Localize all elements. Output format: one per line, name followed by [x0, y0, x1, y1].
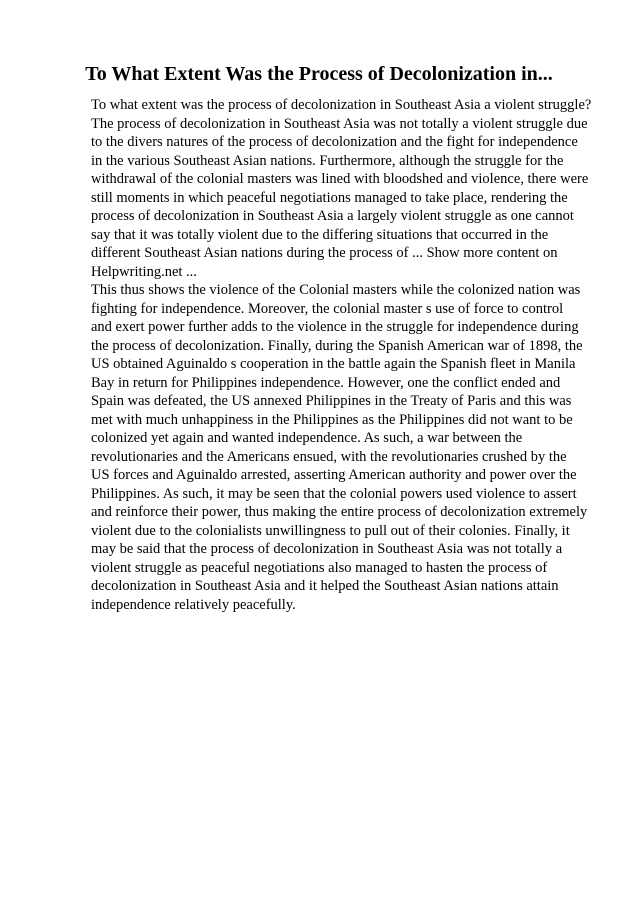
body-line: violent struggle as peaceful negotiations also managed to hasten the process of — [91, 559, 548, 576]
body-line: Bay in return for Philippines independence. However, one the conflict ended and — [91, 374, 561, 391]
body-line: Helpwriting.net ... — [91, 263, 197, 280]
body-line: fighting for independence. Moreover, the colonial master s use of force to control — [91, 300, 564, 317]
body-line: violent due to the colonialists unwillingness to pull out of their colonies. Finally, it — [91, 522, 570, 539]
body-line: may be said that the process of decolonization in Southeast Asia was not totally a — [91, 541, 563, 557]
body-line: To what extent was the process of decolonization in Southeast Asia a violent struggle? — [91, 97, 592, 113]
document-body — [91, 96, 611, 614]
body-line: and exert power further adds to the violence in the struggle for independence during — [91, 319, 579, 335]
body-line: say that it was totally violent due to the differing situations that occurred in the — [91, 226, 549, 243]
body-line: different Southeast Asian nations during the process of ... Show more content on — [91, 245, 558, 261]
body-line: Philippines. As such, it may be seen that the colonial powers used violence to assert — [91, 485, 577, 502]
body-line: decolonization in Southeast Asia and it helped the Southeast Asian nations attain — [91, 578, 559, 594]
body-line: The process of decolonization in Southeast Asia was not totally a violent struggle due — [91, 115, 588, 132]
body-line: Spain was defeated, the US annexed Philippines in the Treaty of Paris and this was — [91, 393, 572, 409]
body-line: colonized yet again and wanted independence. As such, a war between the — [91, 430, 523, 446]
body-line: the process of decolonization. Finally, during the Spanish American war of 1898, the — [91, 337, 583, 354]
body-line: US forces and Aguinaldo arrested, asserting American authority and power over the — [91, 467, 577, 483]
body-line: to the divers natures of the process of decolonization and the fight for independence — [91, 134, 578, 150]
body-line: met with much unhappiness in the Philippines as the Philippines did not want to be — [91, 411, 573, 428]
body-line: still moments in which peaceful negotiations managed to take place, rendering the — [91, 189, 568, 206]
body-line: This thus shows the violence of the Colonial masters while the colonized nation was — [91, 282, 581, 298]
body-line: withdrawal of the colonial masters was lined with bloodshed and violence, there were — [91, 171, 589, 187]
body-line: revolutionaries and the Americans ensued, with the revolutionaries crushed by the — [91, 448, 567, 465]
body-line: independence relatively peacefully. — [91, 596, 296, 613]
body-line: and reinforce their power, thus making the entire process of decolonization extremely — [91, 504, 588, 520]
body-line: in the various Southeast Asian nations. Furthermore, although the struggle for the — [91, 152, 564, 169]
body-line: process of decolonization in Southeast Asia a largely violent struggle as one cannot — [91, 208, 574, 224]
document-title: To What Extent Was the Process of Decolonization in... — [85, 63, 553, 85]
body-line: US obtained Aguinaldo s cooperation in the battle again the Spanish fleet in Manila — [91, 356, 576, 372]
